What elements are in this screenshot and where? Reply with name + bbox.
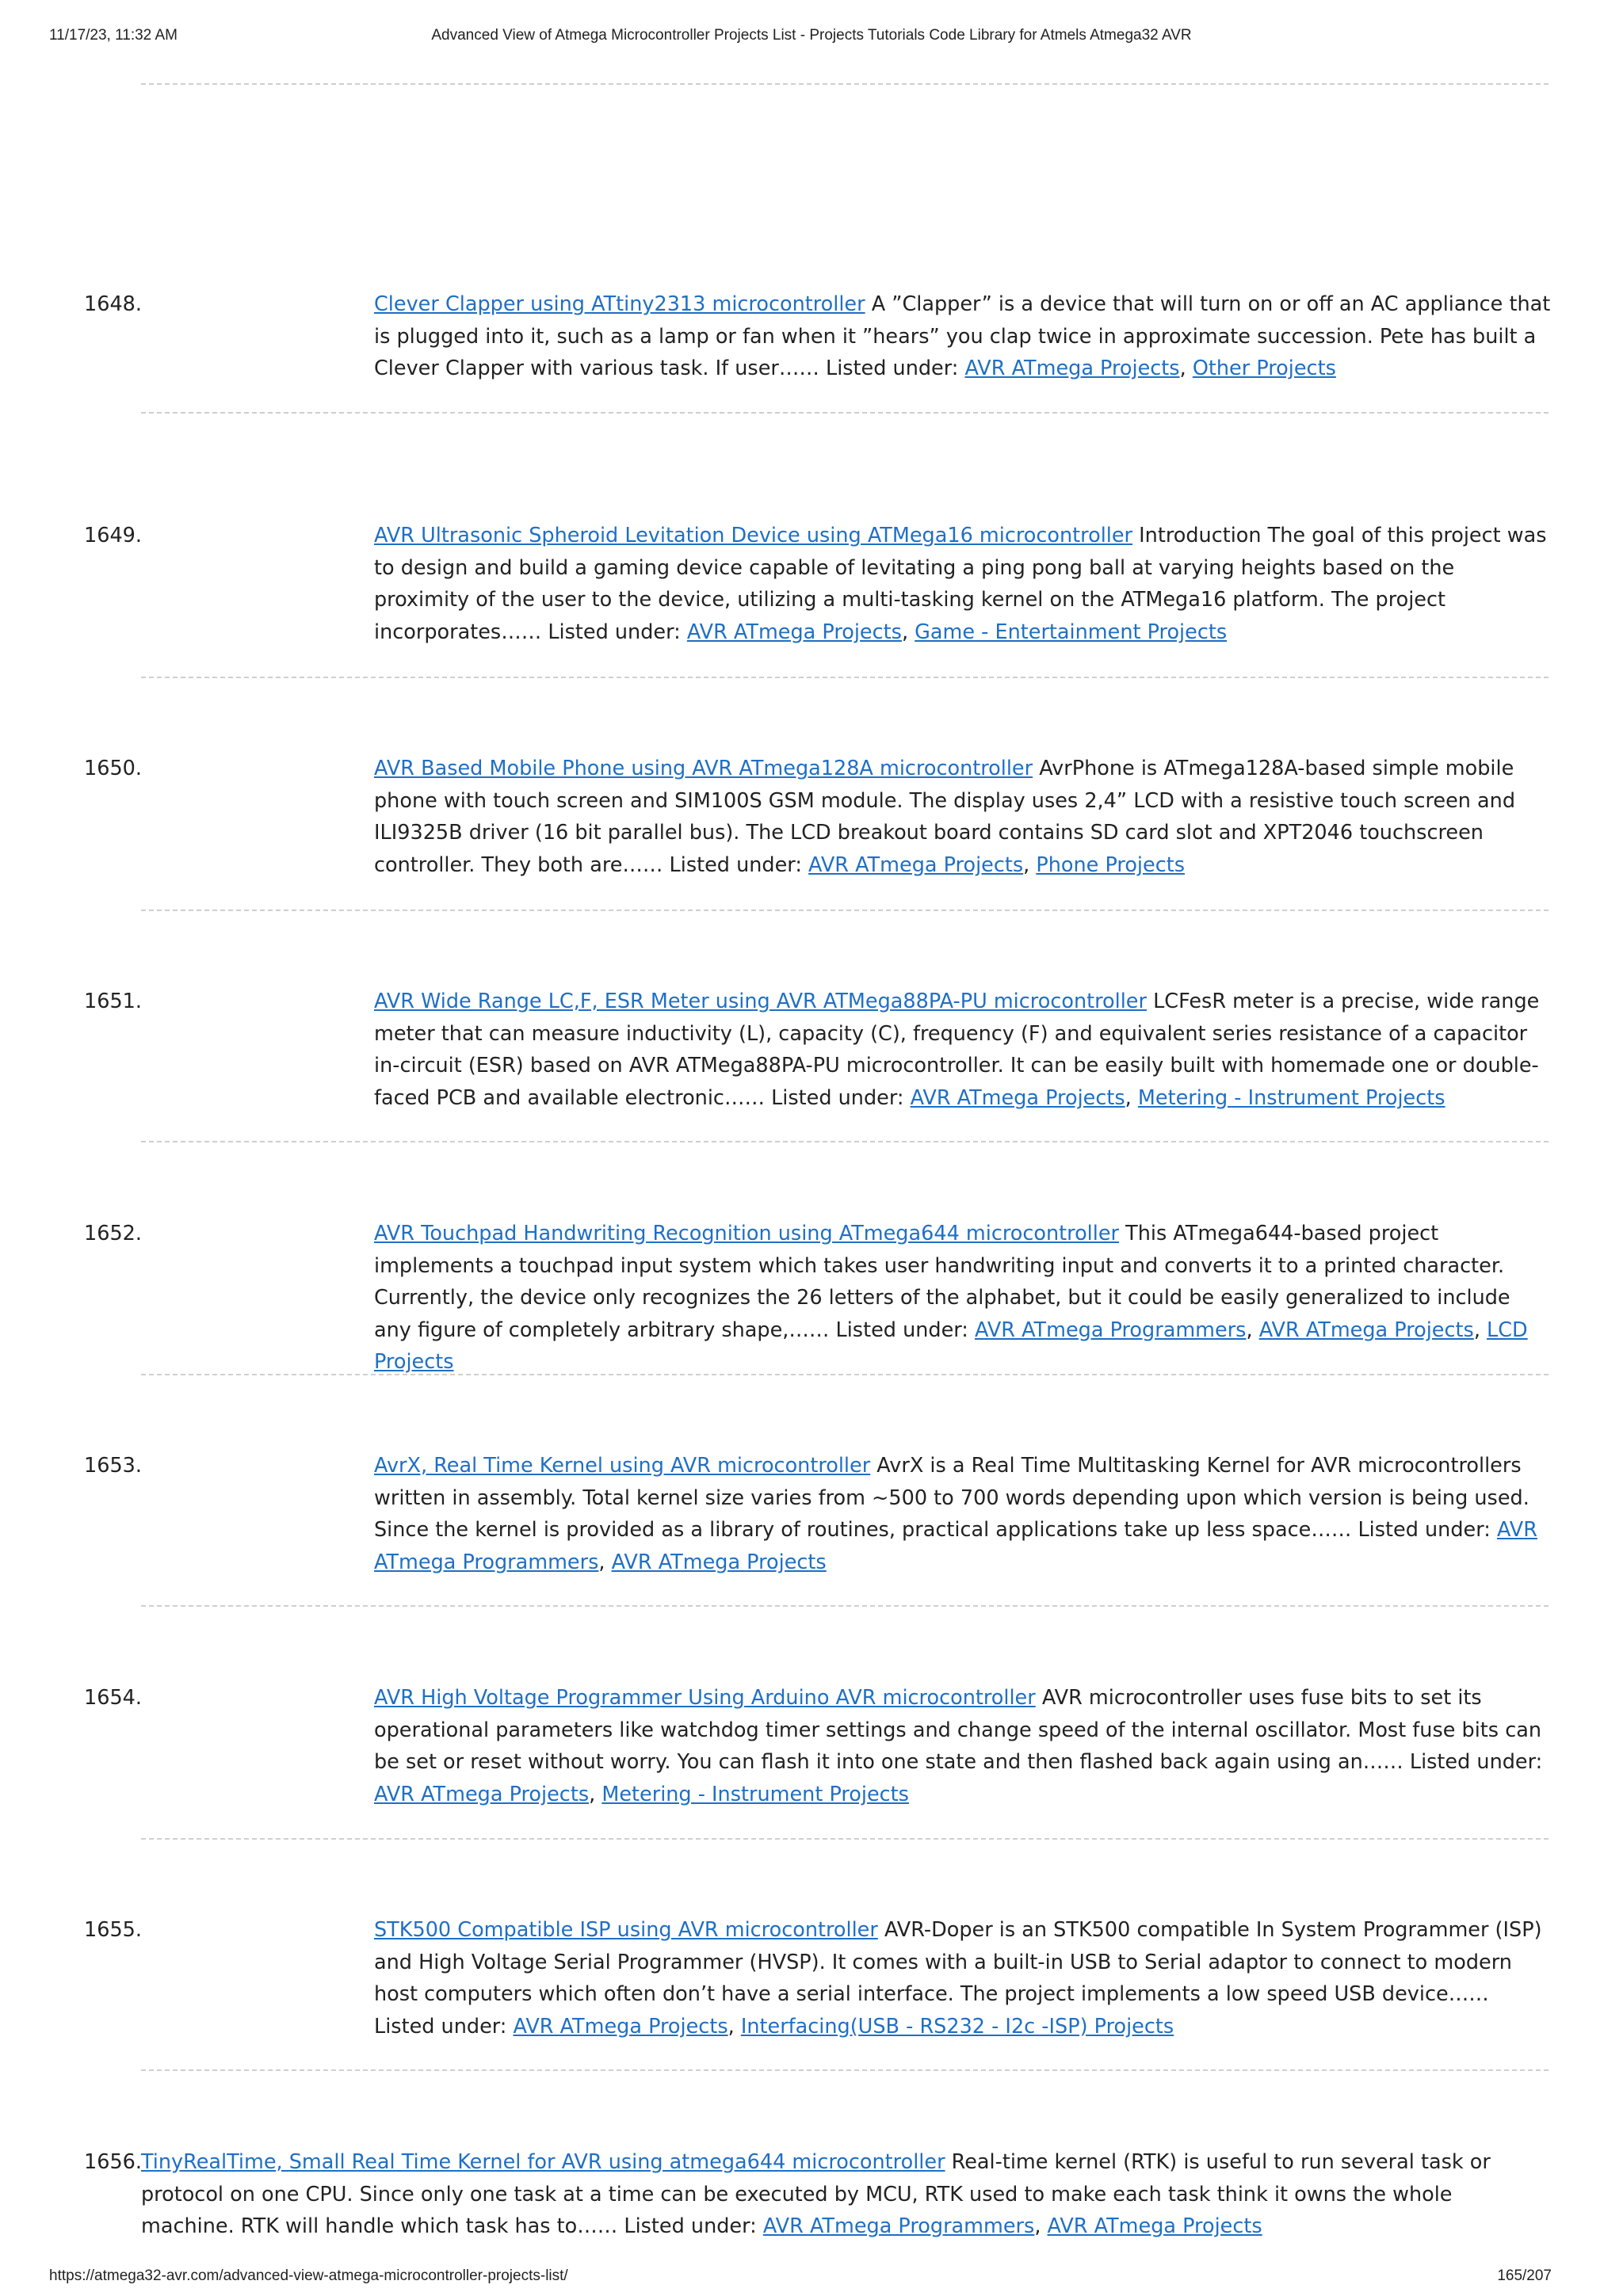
category-link[interactable]: AVR ATmega Projects bbox=[1047, 2214, 1262, 2238]
item-body: AvrX, Real Time Kernel using AVR microcontroller AvrX is a Real Time Multitasking Kernel for AVR microcontrollers written in assembly. Total kernel size varies from ~500 to 700 words depending upon which version is being used. Since the kernel is provided as a library of routines, practical applications take up less space…… Listed under: AVR ATmega Programmers, AVR ATmega Projects bbox=[374, 1454, 1537, 1574]
item-body: AVR Touchpad Handwriting Recognition using ATmega644 microcontroller This ATmega644-based project implements a touchpad input system which takes user handwriting input and converts it to a printed character. Currently, the device only recognizes the 26 letters of the alphabet, but it could be easily generalized to include any figure of completely arbitrary shape,…… Listed under: AVR ATmega Programmers, AVR ATmega Projects, LCD Projects bbox=[374, 1222, 1528, 1374]
item-description: AvrX is a Real Time Multitasking Kernel for AVR microcontrollers written in assembly. Total kernel size varies from ~500 to 700 words depending upon which version is being used. Since the kernel is provided as a library of routines, practical applications take up less space…… bbox=[374, 1454, 1529, 1542]
item-number: 1651. bbox=[84, 990, 143, 1013]
print-footer bbox=[0, 2260, 1623, 2291]
listed-under-label: Listed under: bbox=[669, 852, 802, 877]
category-link[interactable]: Other Projects bbox=[1192, 357, 1336, 380]
item-description: Real-time kernel (RTK) is useful to run several task or protocol on one CPU. Since only one task at a time can be executed by MCU, RTK used to make each task think it owns the whole machine. RTK will handle which task has to…… bbox=[141, 2150, 1491, 2238]
project-title-link[interactable]: AvrX, Real Time Kernel using AVR microcontroller bbox=[374, 1454, 871, 1478]
category-link[interactable]: AVR ATmega Projects bbox=[374, 1782, 590, 1806]
category-link[interactable]: AVR ATmega Programmers bbox=[374, 1518, 1537, 1574]
item-number: 1650. bbox=[84, 757, 143, 780]
item-number: 1652. bbox=[84, 1222, 143, 1245]
separator bbox=[141, 1141, 1549, 1142]
item-body: AVR High Voltage Programmer Using Arduino AVR microcontroller AVR microcontroller uses fuse bits to set its operational parameters like watchdog timer settings and change speed of the internal oscillator. Most fuse bits can be set or reset without worry. You can flash it into one state and then flashed back again using an…… Listed under: AVR ATmega Projects, Metering - Instrument Projects bbox=[374, 1686, 1543, 1806]
category-link[interactable]: AVR ATmega Projects bbox=[686, 620, 902, 644]
category-link[interactable]: AVR ATmega Projects bbox=[808, 852, 1024, 877]
project-title-link[interactable]: AVR Ultrasonic Spheroid Levitation Device using ATMega16 microcontroller bbox=[374, 524, 1133, 547]
project-title-link[interactable]: AVR High Voltage Programmer Using Arduino AVR microcontroller bbox=[374, 1686, 1036, 1710]
item-number: 1649. bbox=[84, 524, 143, 547]
category-link[interactable]: Phone Projects bbox=[1036, 852, 1186, 877]
item-number: 1648. bbox=[84, 292, 143, 316]
page-number: 165/207 bbox=[1497, 2267, 1552, 2284]
separator bbox=[141, 2069, 1549, 2071]
category-link[interactable]: Metering - Instrument Projects bbox=[1137, 1085, 1445, 1110]
listed-under-label: Listed under: bbox=[771, 1085, 904, 1110]
item-body: AVR Based Mobile Phone using AVR ATmega128A microcontroller AvrPhone is ATmega128A-based simple mobile phone with touch screen and SIM100S GSM module. The display uses 2,4” LCD with a resistive touch screen and ILI9325B driver (16 bit parallel bus). The LCD breakout board contains SD card slot and XPT2046 touchscreen controller. They both are…… Listed under: AVR ATmega Projects, Phone Projects bbox=[374, 757, 1516, 877]
item-number: 1653. bbox=[84, 1454, 143, 1478]
category-link[interactable]: AVR ATmega Programmers bbox=[762, 2214, 1035, 2238]
item-description: A ”Clapper” is a device that will turn on or off an AC appliance that is plugged into it, such as a lamp or fan when it ”hears” you clap twice in approximate succession. Pete has built a Clever Clapper with various task. If user…… bbox=[374, 292, 1551, 380]
separator bbox=[141, 1838, 1549, 1840]
item-body: Clever Clapper using ATtiny2313 microcontroller A ”Clapper” is a device that will turn on or off an AC appliance that is plugged into it, such as a lamp or fan when it ”hears” you clap twice in approximate succession. Pete has built a Clever Clapper with various task. If user…… Listed under: AVR ATmega Projects, Other Projects bbox=[374, 292, 1551, 380]
listed-under-label: Listed under: bbox=[1409, 1750, 1543, 1774]
project-title-link[interactable]: AVR Based Mobile Phone using AVR ATmega128A microcontroller bbox=[374, 757, 1033, 780]
listed-under-label: Listed under: bbox=[548, 620, 681, 644]
category-link[interactable]: Interfacing(USB - RS232 - I2c -ISP) Projects bbox=[740, 2014, 1174, 2039]
category-link[interactable]: Game - Entertainment Projects bbox=[915, 620, 1228, 644]
item-body: AVR Ultrasonic Spheroid Levitation Device using ATMega16 microcontroller Introduction The goal of this project was to design and build a gaming device capable of levitating a ping pong ball at varying heights based on the proximity of the user to the device, utilizing a multi-tasking kernel on the ATMega16 platform. The project incorporates…… Listed under: AVR ATmega Projects, Game - Entertainment Projects bbox=[374, 524, 1547, 644]
item-description: Introduction The goal of this project was to design and build a gaming device capable of levitating a ping pong ball at varying heights based on the proximity of the user to the device, utilizing a multi-tasking kernel on the ATMega16 platform. The project incorporates…… bbox=[374, 524, 1547, 644]
separator bbox=[141, 83, 1549, 85]
item-body: TinyRealTime, Small Real Time Kernel for AVR using atmega644 microcontroller Real-time kernel (RTK) is useful to run several task or protocol on one CPU. Since only one task at a time can be executed by MCU, RTK used to make each task think it owns the whole machine. RTK will handle which task has to…… Listed under: AVR ATmega Programmers, AVR ATmega Projects bbox=[141, 2150, 1491, 2238]
item-description: LCFesR meter is a precise, wide range meter that can measure inductivity (L), capacity (C), frequency (F) and equivalent series resistance of a capacitor in-circuit (ESR) based on AVR ATMega88PA-PU microcontroller. It can be easily built with homemade one or double-faced PCB and available electronic…… bbox=[374, 990, 1540, 1110]
category-link[interactable]: AVR ATmega Projects bbox=[964, 357, 1180, 380]
project-title-link[interactable]: STK500 Compatible ISP using AVR microcontroller bbox=[374, 1918, 878, 1942]
separator bbox=[141, 910, 1549, 911]
item-description: AvrPhone is ATmega128A-based simple mobile phone with touch screen and SIM100S GSM module. The display uses 2,4” LCD with a resistive touch screen and ILI9325B driver (16 bit parallel bus). The LCD breakout board contains SD card slot and XPT2046 touchscreen controller. They both are…… bbox=[374, 757, 1516, 877]
category-link[interactable]: LCD Projects bbox=[374, 1318, 1528, 1374]
item-number: 1654. bbox=[84, 1686, 143, 1710]
category-link[interactable]: AVR ATmega Programmers bbox=[975, 1318, 1247, 1342]
item-number: 1656. bbox=[84, 2150, 143, 2174]
category-link[interactable]: AVR ATmega Projects bbox=[611, 1550, 827, 1574]
listed-under-label: Listed under: bbox=[624, 2214, 757, 2238]
page-url: https://atmega32-avr.com/advanced-view-atmega-microcontroller-projects-list/ bbox=[49, 2267, 568, 2284]
print-header bbox=[0, 0, 1623, 63]
separator bbox=[141, 677, 1549, 678]
separator bbox=[141, 1374, 1549, 1375]
listed-under-label: Listed under: bbox=[825, 357, 959, 380]
item-description: This ATmega644-based project implements a touchpad input system which takes user handwriting input and converts it to a printed character. Currently, the device only recognizes the 26 letters of the alphabet, but it could be easily generalized to include any figure of completely arbitrary shape,…… bbox=[374, 1222, 1510, 1342]
project-title-link[interactable]: AVR Touchpad Handwriting Recognition using ATmega644 microcontroller bbox=[374, 1222, 1120, 1245]
category-link[interactable]: Metering - Instrument Projects bbox=[601, 1782, 909, 1806]
project-title-link[interactable]: TinyRealTime, Small Real Time Kernel for AVR using atmega644 microcontroller bbox=[141, 2150, 945, 2174]
print-date: 11/17/23, 11:32 AM bbox=[49, 27, 178, 44]
project-title-link[interactable]: AVR Wide Range LC,F, ESR Meter using AVR ATMega88PA-PU microcontroller bbox=[374, 990, 1147, 1013]
listed-under-label: Listed under: bbox=[1358, 1518, 1491, 1542]
item-number: 1655. bbox=[84, 1918, 143, 1942]
listed-under-label: Listed under: bbox=[835, 1318, 968, 1342]
item-body: AVR Wide Range LC,F, ESR Meter using AVR ATMega88PA-PU microcontroller LCFesR meter is a precise, wide range meter that can measure inductivity (L), capacity (C), frequency (F) and equivalent series resistance of a capacitor in-circuit (ESR) based on AVR ATMega88PA-PU microcontroller. It can be easily built with homemade one or double-faced PCB and available electronic…… Listed under: AVR ATmega Projects, Metering - Instrument Projects bbox=[374, 990, 1540, 1110]
category-link[interactable]: AVR ATmega Projects bbox=[513, 2014, 728, 2039]
separator bbox=[141, 412, 1549, 414]
project-title-link[interactable]: Clever Clapper using ATtiny2313 microcontroller bbox=[374, 292, 865, 316]
item-description: AVR-Doper is an STK500 compatible In System Programmer (ISP) and High Voltage Serial Programmer (HVSP). It comes with a built-in USB to Serial adaptor to connect to modern host computers which often don’t have a serial interface. The project implements a low speed USB device…… bbox=[374, 1918, 1542, 2006]
separator bbox=[141, 1605, 1549, 1607]
category-link[interactable]: AVR ATmega Projects bbox=[1258, 1318, 1474, 1342]
item-description: AVR microcontroller uses fuse bits to set its operational parameters like watchdog timer settings and change speed of the internal oscillator. Most fuse bits can be set or reset without worry. You can flash it into one state and then flashed back again using an…… bbox=[374, 1686, 1541, 1774]
listed-under-label: Listed under: bbox=[374, 2014, 507, 2039]
page-title: Advanced View of Atmega Microcontroller Projects List - Projects Tutorials Code Library for Atmels Atmega32 AVR bbox=[431, 27, 1192, 44]
category-link[interactable]: AVR ATmega Projects bbox=[910, 1085, 1125, 1110]
item-body: STK500 Compatible ISP using AVR microcontroller AVR-Doper is an STK500 compatible In System Programmer (ISP) and High Voltage Serial Programmer (HVSP). It comes with a built-in USB to Serial adaptor to connect to modern host computers which often don’t have a serial interface. The project implements a low speed USB device…… Listed under: AVR ATmega Projects, Interfacing(USB - RS232 - I2c -ISP) Projects bbox=[374, 1918, 1542, 2039]
